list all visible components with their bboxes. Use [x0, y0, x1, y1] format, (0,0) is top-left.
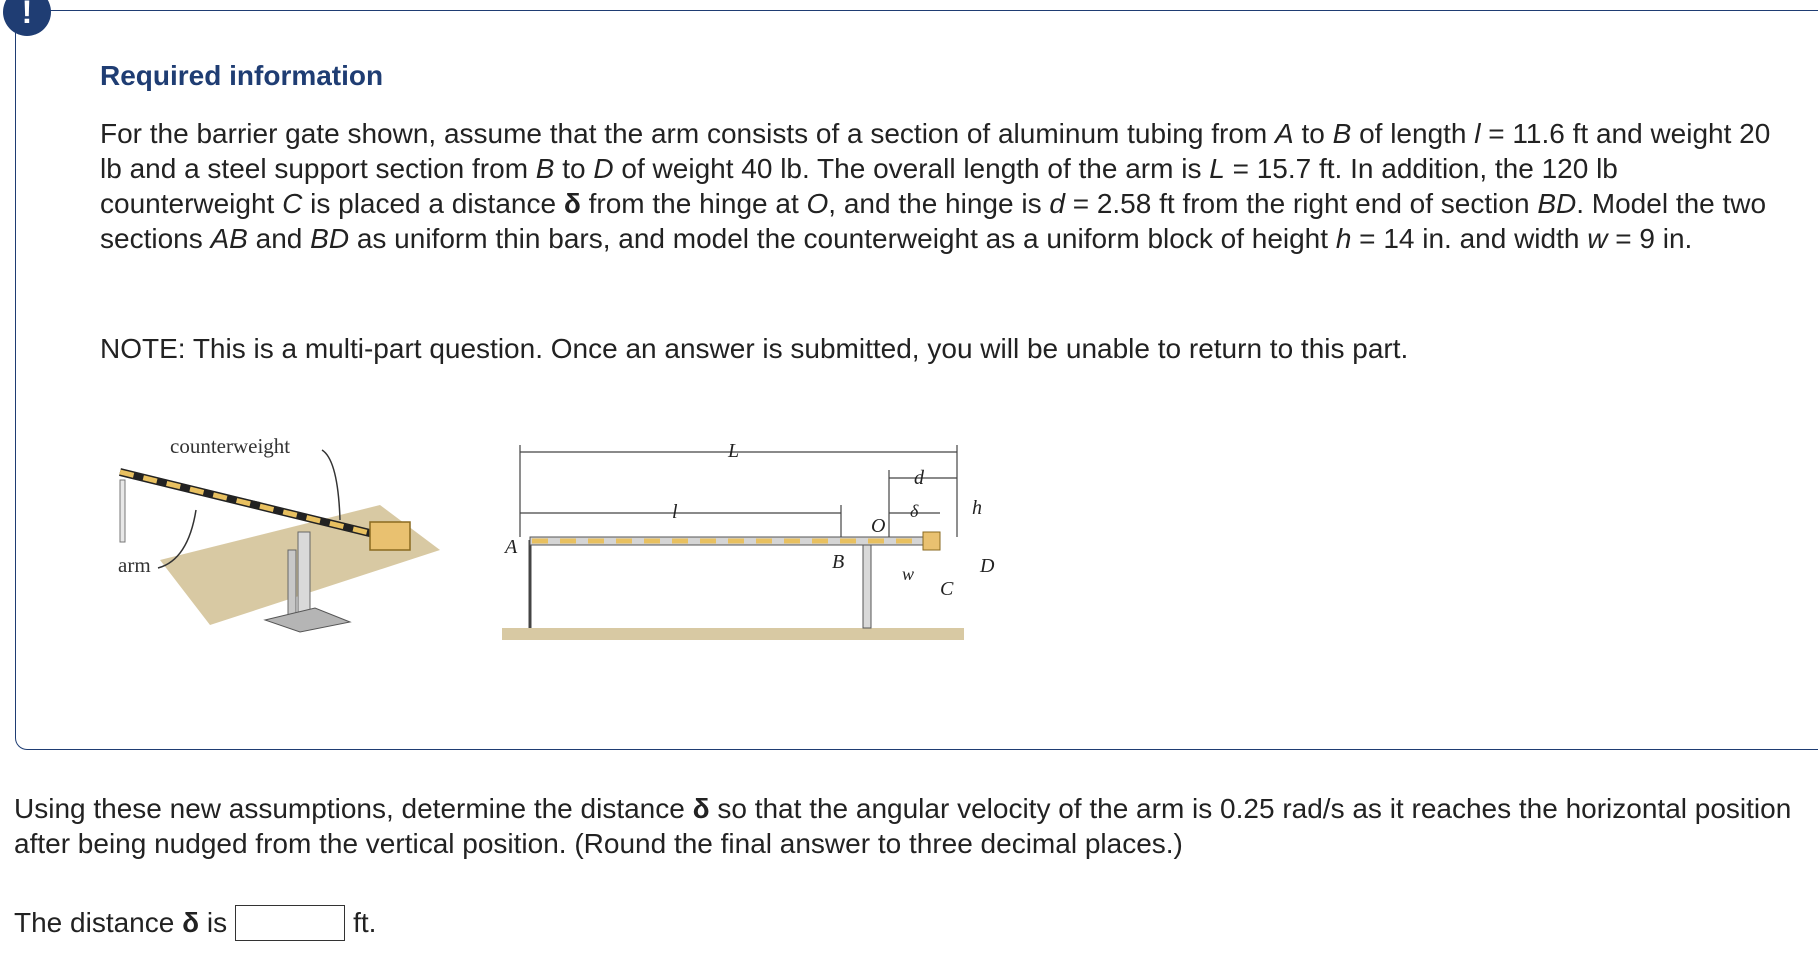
- gate-side-diagram: [502, 440, 995, 640]
- length-l-label: l: [672, 501, 678, 523]
- required-info-title: Required information: [100, 60, 384, 91]
- point-O-label: O: [871, 515, 886, 537]
- point-B-label: B: [832, 551, 845, 573]
- point-C-label: C: [940, 578, 954, 600]
- distance-d-label: d: [914, 467, 924, 489]
- answer-label: The distance δ is: [14, 907, 228, 938]
- width-w-label: w: [902, 564, 915, 584]
- question-text: Using these new assumptions, determine the distance δ so that the angular velocity of the arm is 0.25 rad/s as it reaches the horizontal position after being nudged from the vertical position. (Round the final answer to three decimal places.): [14, 793, 1792, 859]
- alert-icon: !: [3, 0, 51, 36]
- barrier-gate-figure: [100, 410, 1000, 650]
- answer-unit: ft.: [353, 907, 377, 938]
- length-L-label: L: [728, 440, 740, 462]
- problem-statement: For the barrier gate shown, assume that the arm consists of a section of aluminum tubing from A to B of length l = 11.6 ft and weight 20 lb and a steel support section from B to D of weight 40 lb. The overall length of the arm is L = 15.7 ft. In addition, the 120 lb counterweight C is placed a distance δ from the hinge at O, and the hinge is d = 2.58 ft from the right end of section BD. Model the two sections AB and BD as uniform thin bars, and model the counterweight as a uniform block of height h = 14 in. and width w = 9 in.: [100, 118, 1771, 254]
- distance-answer-input[interactable]: [235, 905, 345, 941]
- height-h-label: h: [972, 497, 982, 519]
- multi-part-note: NOTE: This is a multi-part question. Once an answer is submitted, you will be unable to return to this part.: [100, 333, 1409, 364]
- point-A-label: A: [505, 536, 518, 558]
- counterweight-label: counterweight: [170, 434, 291, 458]
- answer-row: [14, 903, 376, 943]
- arm-label: arm: [118, 553, 151, 577]
- gate-perspective-illustration: [118, 434, 440, 632]
- distance-delta-label: δ: [910, 501, 919, 521]
- point-D-label: D: [980, 555, 995, 577]
